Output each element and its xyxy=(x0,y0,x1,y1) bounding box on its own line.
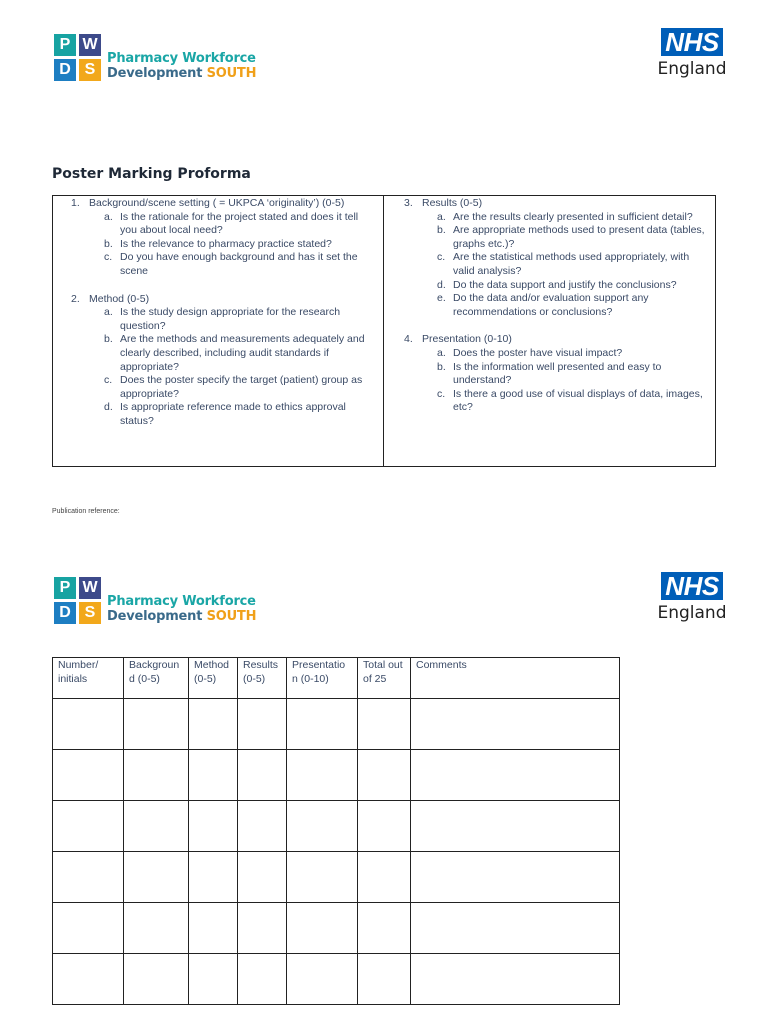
criteria-item: d. Do the data support and justify the conclusions? xyxy=(437,278,677,291)
criteria-section xyxy=(71,197,377,279)
header-total: Total out of 25 xyxy=(358,658,411,699)
table-row xyxy=(53,801,620,852)
logo-line-1: Pharmacy Workforce xyxy=(107,594,256,609)
header-presentation: Presentatio n (0-10) xyxy=(287,658,358,699)
table-cell[interactable] xyxy=(411,852,620,903)
nhs-england-text: England xyxy=(657,59,727,79)
table-cell[interactable] xyxy=(124,801,189,852)
nhs-badge: NHS xyxy=(661,572,722,600)
header-comments: Comments xyxy=(411,658,620,699)
table-cell[interactable] xyxy=(358,852,411,903)
table-cell[interactable] xyxy=(411,750,620,801)
criteria-item: a. Are the results clearly presented in sufficient detail? xyxy=(437,210,693,223)
marks-table xyxy=(52,657,620,1005)
table-cell[interactable] xyxy=(124,852,189,903)
publication-reference: Publication reference: xyxy=(52,508,120,515)
nhs-england-logo-bottom xyxy=(652,572,732,624)
logo-letter-d: D xyxy=(54,602,76,624)
logo-line-2: Development SOUTH xyxy=(107,609,257,624)
nhs-england-logo xyxy=(652,28,732,80)
logo-letter-s: S xyxy=(79,602,101,624)
criteria-table xyxy=(52,195,716,467)
criteria-item: c. Do you have enough background and has it set the scene xyxy=(104,251,358,277)
table-cell[interactable] xyxy=(411,801,620,852)
nhs-badge: NHS xyxy=(661,28,722,56)
table-row xyxy=(53,903,620,954)
logo-line-1: Pharmacy Workforce xyxy=(107,51,256,66)
criteria-item: c. Is there a good use of visual displays of data, images, etc? xyxy=(437,387,703,414)
table-cell[interactable] xyxy=(189,954,238,1005)
header-number-initials: Number/ initials xyxy=(53,658,124,699)
criteria-section xyxy=(404,333,709,415)
table-cell[interactable] xyxy=(124,954,189,1005)
criteria-section xyxy=(404,197,709,319)
table-cell[interactable] xyxy=(124,699,189,750)
table-cell[interactable] xyxy=(238,954,287,1005)
criteria-section-heading: 4. Presentation (0-10) xyxy=(404,333,512,346)
table-cell[interactable] xyxy=(287,903,358,954)
criteria-item: c. Does the poster specify the target (patient) group as appropriate? xyxy=(104,374,363,400)
criteria-item: b. Are appropriate methods used to present data (tables, graphs etc.)? xyxy=(437,224,705,250)
table-cell[interactable] xyxy=(411,954,620,1005)
table-row xyxy=(53,699,620,750)
header-results: Results (0-5) xyxy=(238,658,287,699)
table-cell[interactable] xyxy=(124,903,189,954)
pwds-logo-mark xyxy=(54,577,101,624)
logo-letter-p: P xyxy=(54,34,76,56)
table-cell[interactable] xyxy=(287,750,358,801)
pwds-logo-bottom xyxy=(54,577,256,624)
table-cell[interactable] xyxy=(358,699,411,750)
nhs-england-text: England xyxy=(657,603,727,623)
pwds-logo-mark xyxy=(54,34,101,81)
criteria-section xyxy=(71,293,377,429)
criteria-section-heading: 1. Background/scene setting ( = UKPCA ‘originality’) (0-5) xyxy=(71,197,345,209)
table-row xyxy=(53,852,620,903)
table-cell[interactable] xyxy=(287,801,358,852)
criteria-section-heading: 2. Method (0-5) xyxy=(71,292,150,305)
pwds-logo-text xyxy=(107,594,256,624)
logo-letter-w: W xyxy=(79,577,101,599)
page-title: Poster Marking Proforma xyxy=(52,166,251,182)
table-cell[interactable] xyxy=(124,750,189,801)
table-cell[interactable] xyxy=(53,750,124,801)
criteria-item: b. Is the relevance to pharmacy practice stated? xyxy=(104,237,332,250)
criteria-item: a. Is the rationale for the project stated and does it tell you about local need? xyxy=(104,210,359,237)
criteria-item: b. Is the information well presented and easy to understand? xyxy=(437,360,662,387)
table-cell[interactable] xyxy=(238,903,287,954)
logo-letter-s: S xyxy=(79,59,101,81)
criteria-left-column xyxy=(53,196,384,466)
table-cell[interactable] xyxy=(53,801,124,852)
table-cell[interactable] xyxy=(189,699,238,750)
criteria-item: c. Are the statistical methods used appropriately, with valid analysis? xyxy=(437,251,690,277)
criteria-item: a. Does the poster have visual impact? xyxy=(437,346,623,359)
criteria-right-column xyxy=(384,196,715,466)
table-cell[interactable] xyxy=(189,750,238,801)
pwds-logo xyxy=(54,34,256,81)
table-row xyxy=(53,954,620,1005)
criteria-section-heading: 3. Results (0-5) xyxy=(404,197,483,209)
criteria-item: b. Are the methods and measurements adequately and clearly described, including audit standards if appropriate? xyxy=(104,333,365,373)
table-cell[interactable] xyxy=(238,801,287,852)
table-cell[interactable] xyxy=(53,903,124,954)
header-method: Method (0-5) xyxy=(189,658,238,699)
table-cell[interactable] xyxy=(358,801,411,852)
table-cell[interactable] xyxy=(411,903,620,954)
table-cell[interactable] xyxy=(53,954,124,1005)
table-cell[interactable] xyxy=(238,852,287,903)
table-cell[interactable] xyxy=(411,699,620,750)
table-cell[interactable] xyxy=(358,750,411,801)
criteria-item: d. Is appropriate reference made to ethics approval status? xyxy=(104,401,346,427)
table-cell[interactable] xyxy=(287,699,358,750)
table-cell[interactable] xyxy=(53,852,124,903)
marks-table-header-row xyxy=(53,658,620,699)
table-cell[interactable] xyxy=(189,903,238,954)
header-background: Backgroun d (0-5) xyxy=(124,658,189,699)
table-cell[interactable] xyxy=(189,801,238,852)
table-cell[interactable] xyxy=(287,954,358,1005)
marks-table-body xyxy=(53,699,620,1005)
table-cell[interactable] xyxy=(358,954,411,1005)
table-cell[interactable] xyxy=(53,699,124,750)
table-cell[interactable] xyxy=(358,903,411,954)
table-cell[interactable] xyxy=(238,699,287,750)
table-row xyxy=(53,750,620,801)
criteria-item: a. Is the study design appropriate for the research question? xyxy=(104,306,341,332)
table-cell[interactable] xyxy=(189,852,238,903)
table-cell[interactable] xyxy=(238,750,287,801)
criteria-item: e. Do the data and/or evaluation support any recommendations or conclusions? xyxy=(437,292,649,318)
logo-line-2: Development SOUTH xyxy=(107,66,257,81)
logo-letter-p: P xyxy=(54,577,76,599)
table-cell[interactable] xyxy=(287,852,358,903)
pwds-logo-text xyxy=(107,51,256,81)
logo-letter-d: D xyxy=(54,59,76,81)
logo-letter-w: W xyxy=(79,34,101,56)
